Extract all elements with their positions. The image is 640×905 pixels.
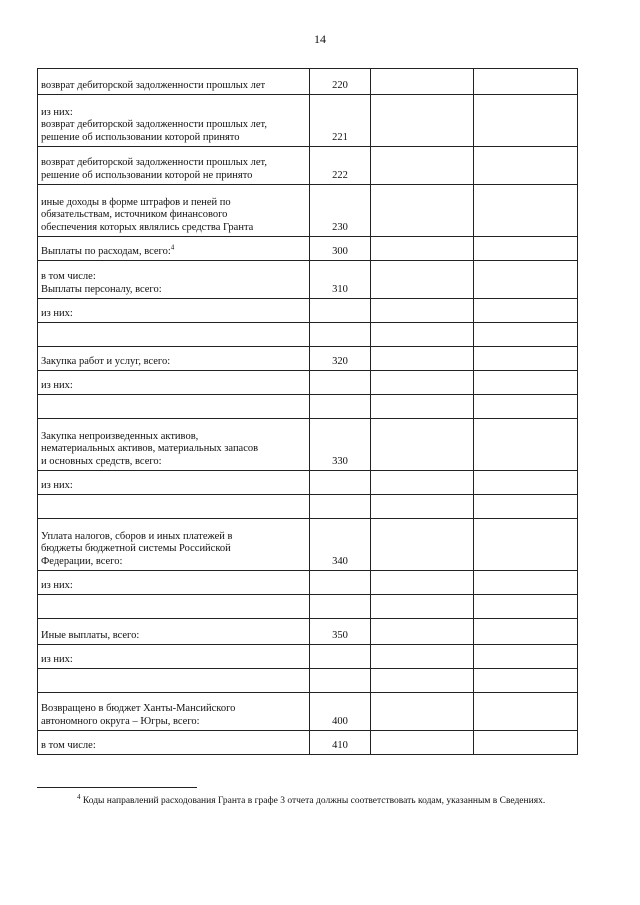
row-label: из них: [41, 653, 73, 665]
value-cell-col3[interactable] [371, 237, 474, 261]
table-row [38, 95, 578, 147]
row-label-cell [38, 693, 310, 731]
row-label: из них: [41, 579, 73, 591]
row-label-cell [38, 371, 310, 395]
value-cell-col4[interactable] [474, 237, 578, 261]
table-row [38, 347, 578, 371]
row-code: 340 [310, 519, 371, 571]
row-code: 330 [310, 419, 371, 471]
table-row [38, 299, 578, 323]
footnote-separator [37, 787, 197, 788]
row-label: иные доходы в форме штрафов и пеней по обязательствам, источником финансового обеспечения которых являлись средства Гранта [41, 196, 254, 233]
value-cell-col4[interactable] [474, 419, 578, 471]
value-cell-col3[interactable] [371, 299, 474, 323]
row-label: Иные выплаты, всего: [41, 629, 140, 641]
table-row [38, 669, 578, 693]
table-row [38, 519, 578, 571]
value-cell-col3[interactable] [371, 519, 474, 571]
value-cell-col3[interactable] [371, 185, 474, 237]
row-label: из них: [41, 479, 73, 491]
value-cell-col4[interactable] [474, 471, 578, 495]
row-label: Закупка непроизведенных активов, нематериальных активов, материальных запасов и основных средств, всего: [41, 430, 259, 467]
row-label: Уплата налогов, сборов и иных платежей в бюджеты бюджетной системы Российской Федерации, всего: [41, 530, 233, 567]
table-row [38, 731, 578, 755]
value-cell-col4[interactable] [474, 185, 578, 237]
value-cell-col4[interactable] [474, 693, 578, 731]
row-code: 222 [310, 147, 371, 185]
value-cell-col3[interactable] [371, 471, 474, 495]
value-cell-col3[interactable] [371, 395, 474, 419]
row-code [310, 299, 371, 323]
row-code [310, 645, 371, 669]
row-code: 221 [310, 95, 371, 147]
value-cell-col3[interactable] [371, 619, 474, 645]
row-label: возврат дебиторской задолженности прошлых лет [41, 79, 266, 91]
value-cell-col4[interactable] [474, 519, 578, 571]
table-row [38, 69, 578, 95]
value-cell-col4[interactable] [474, 731, 578, 755]
row-code [310, 371, 371, 395]
value-cell-col3[interactable] [371, 669, 474, 693]
row-label: в том числе: Выплаты персоналу, всего: [41, 271, 162, 295]
row-label-cell [38, 395, 310, 419]
row-label-cell [38, 299, 310, 323]
page-number: 14 [314, 32, 326, 46]
row-label: Выплаты по расходам, всего: [41, 245, 171, 257]
footnote-marker: 4 [77, 792, 81, 801]
value-cell-col4[interactable] [474, 595, 578, 619]
row-label-cell [38, 147, 310, 185]
value-cell-col3[interactable] [371, 69, 474, 95]
value-cell-col3[interactable] [371, 347, 474, 371]
row-code [310, 323, 371, 347]
row-label: Закупка работ и услуг, всего: [41, 355, 171, 367]
value-cell-col4[interactable] [474, 669, 578, 693]
row-label-cell [38, 261, 310, 299]
row-code: 310 [310, 261, 371, 299]
row-label-cell [38, 669, 310, 693]
value-cell-col4[interactable] [474, 347, 578, 371]
table-row [38, 237, 578, 261]
value-cell-col3[interactable] [371, 693, 474, 731]
value-cell-col4[interactable] [474, 571, 578, 595]
row-label-cell [38, 519, 310, 571]
row-label-cell [38, 237, 310, 261]
value-cell-col3[interactable] [371, 595, 474, 619]
row-label: возврат дебиторской задолженности прошлых лет, решение об использовании которой не принято [41, 157, 267, 181]
table-row [38, 595, 578, 619]
value-cell-col3[interactable] [371, 419, 474, 471]
row-label-cell [38, 645, 310, 669]
table-row [38, 419, 578, 471]
value-cell-col3[interactable] [371, 95, 474, 147]
table-row [38, 471, 578, 495]
value-cell-col4[interactable] [474, 371, 578, 395]
row-label-cell [38, 471, 310, 495]
value-cell-col3[interactable] [371, 147, 474, 185]
row-label-cell [38, 95, 310, 147]
row-code: 300 [310, 237, 371, 261]
table-row [38, 645, 578, 669]
value-cell-col4[interactable] [474, 645, 578, 669]
row-label-cell [38, 69, 310, 95]
row-label-cell [38, 347, 310, 371]
row-label-cell [38, 323, 310, 347]
table-row [38, 693, 578, 731]
value-cell-col3[interactable] [371, 261, 474, 299]
table-row [38, 395, 578, 419]
row-code [310, 495, 371, 519]
table-row [38, 147, 578, 185]
report-table-body [38, 69, 578, 755]
row-code: 400 [310, 693, 371, 731]
row-label-cell [38, 495, 310, 519]
value-cell-col3[interactable] [371, 371, 474, 395]
row-label: из них: [41, 379, 73, 391]
table-row [38, 495, 578, 519]
table-row [38, 185, 578, 237]
value-cell-col4[interactable] [474, 147, 578, 185]
row-code: 230 [310, 185, 371, 237]
footnote-text: Коды направлений расходования Гранта в графе 3 отчета должны соответствовать кодам, указанным в Сведениях. [82, 796, 546, 806]
row-code: 320 [310, 347, 371, 371]
value-cell-col4[interactable] [474, 95, 578, 147]
row-label-cell [38, 571, 310, 595]
row-code: 410 [310, 731, 371, 755]
table-row [38, 261, 578, 299]
value-cell-col4[interactable] [474, 299, 578, 323]
value-cell-col4[interactable] [474, 395, 578, 419]
row-label-cell [38, 419, 310, 471]
row-code [310, 395, 371, 419]
report-table [37, 68, 578, 755]
value-cell-col4[interactable] [474, 495, 578, 519]
footnote [37, 792, 599, 807]
row-label-cell [38, 619, 310, 645]
row-label: из них: [41, 307, 73, 319]
table-row [38, 371, 578, 395]
value-cell-col3[interactable] [371, 645, 474, 669]
row-label-cell [38, 595, 310, 619]
value-cell-col3[interactable] [371, 323, 474, 347]
row-label: Возвращено в бюджет Ханты-Мансийского автономного округа – Югры, всего: [41, 703, 236, 727]
row-code [310, 595, 371, 619]
footnote-reference: 4 [170, 243, 175, 251]
row-label: в том числе: [41, 739, 96, 751]
table-row [38, 619, 578, 645]
row-label-cell [38, 185, 310, 237]
row-code: 350 [310, 619, 371, 645]
table-row [38, 323, 578, 347]
value-cell-col4[interactable] [474, 261, 578, 299]
row-code [310, 471, 371, 495]
table-row [38, 571, 578, 595]
value-cell-col3[interactable] [371, 571, 474, 595]
row-label-cell [38, 731, 310, 755]
value-cell-col4[interactable] [474, 69, 578, 95]
value-cell-col3[interactable] [371, 731, 474, 755]
row-code: 220 [310, 69, 371, 95]
row-label: из них: возврат дебиторской задолженности прошлых лет, решение об использовании которой принято [41, 106, 267, 143]
row-code [310, 669, 371, 693]
row-code [310, 571, 371, 595]
value-cell-col4[interactable] [474, 323, 578, 347]
value-cell-col4[interactable] [474, 619, 578, 645]
value-cell-col3[interactable] [371, 495, 474, 519]
